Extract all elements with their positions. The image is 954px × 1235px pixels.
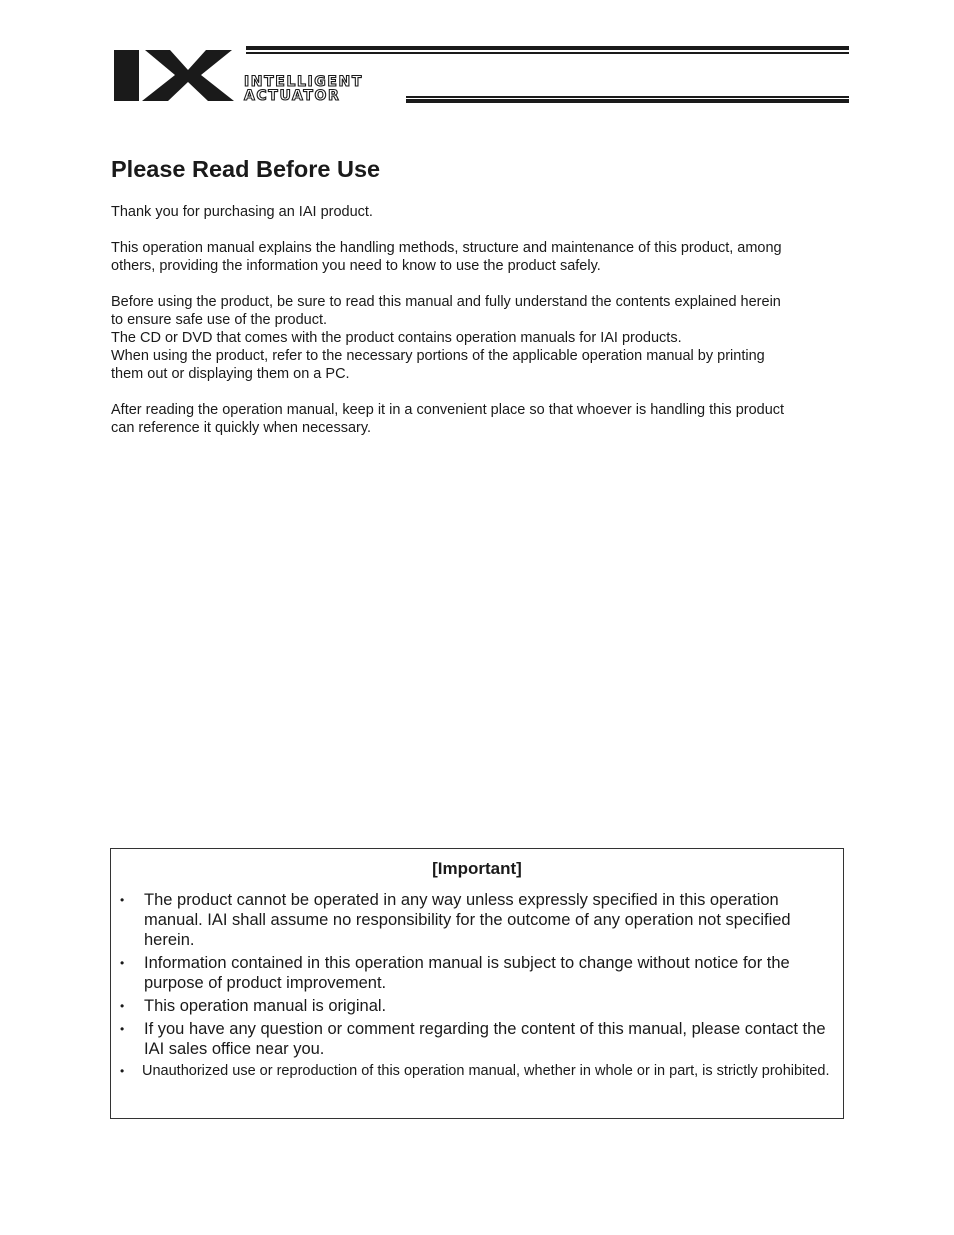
list-item: • The product cannot be operated in any way unless expressly specified in this operation manual. IAI shall assume no responsibility for the outcome of any operation not specified herein. (120, 891, 791, 949)
bullet-icon: • (120, 999, 125, 1013)
bullet-icon: • (120, 1064, 125, 1078)
brand-line-actuator: ACTUATOR (244, 88, 341, 104)
list-item: • This operation manual is original. (120, 997, 387, 1015)
bullet-icon: • (120, 1022, 125, 1036)
list-item: • If you have any question or comment regarding the content of this manual, please contact the IAI sales office near you. (120, 1020, 826, 1058)
intro-text (111, 203, 846, 455)
important-notice-box (110, 848, 844, 1119)
intro-paragraph-3: Before using the product, be sure to read this manual and fully understand the contents explained herein to ensure safe use of the product. The CD or DVD that comes with the product contains operation manuals for IAI products. When using the product, refer to the necessary portions of the applicable operation manual by printing them out or displaying them on a PC. (111, 294, 781, 382)
bullet-icon: • (120, 956, 125, 970)
brand-line-intelligent: INTELLIGENT (244, 74, 364, 90)
intro-paragraph-2: This operation manual explains the handling methods, structure and maintenance of this product, among others, providing the information you need to know to use the product safely. (111, 240, 782, 274)
intro-paragraph-1: Thank you for purchasing an IAI product. (111, 204, 373, 220)
bullet-icon: • (120, 893, 125, 907)
ix-logo (112, 46, 242, 104)
header-rule-bottom (406, 96, 849, 105)
list-item: • Unauthorized use or reproduction of this operation manual, whether in whole or in part, is strictly prohibited. (120, 1063, 830, 1079)
intro-paragraph-4: After reading the operation manual, keep it in a convenient place so that whoever is handling this product can reference it quickly when necessary. (111, 402, 785, 436)
important-heading: [Important] (432, 859, 522, 878)
header-rule-top (246, 46, 849, 53)
page-title: Please Read Before Use (111, 156, 381, 182)
list-item: • Information contained in this operation manual is subject to change without notice for the purpose of product improvement. (120, 954, 790, 992)
important-list (111, 890, 843, 1083)
